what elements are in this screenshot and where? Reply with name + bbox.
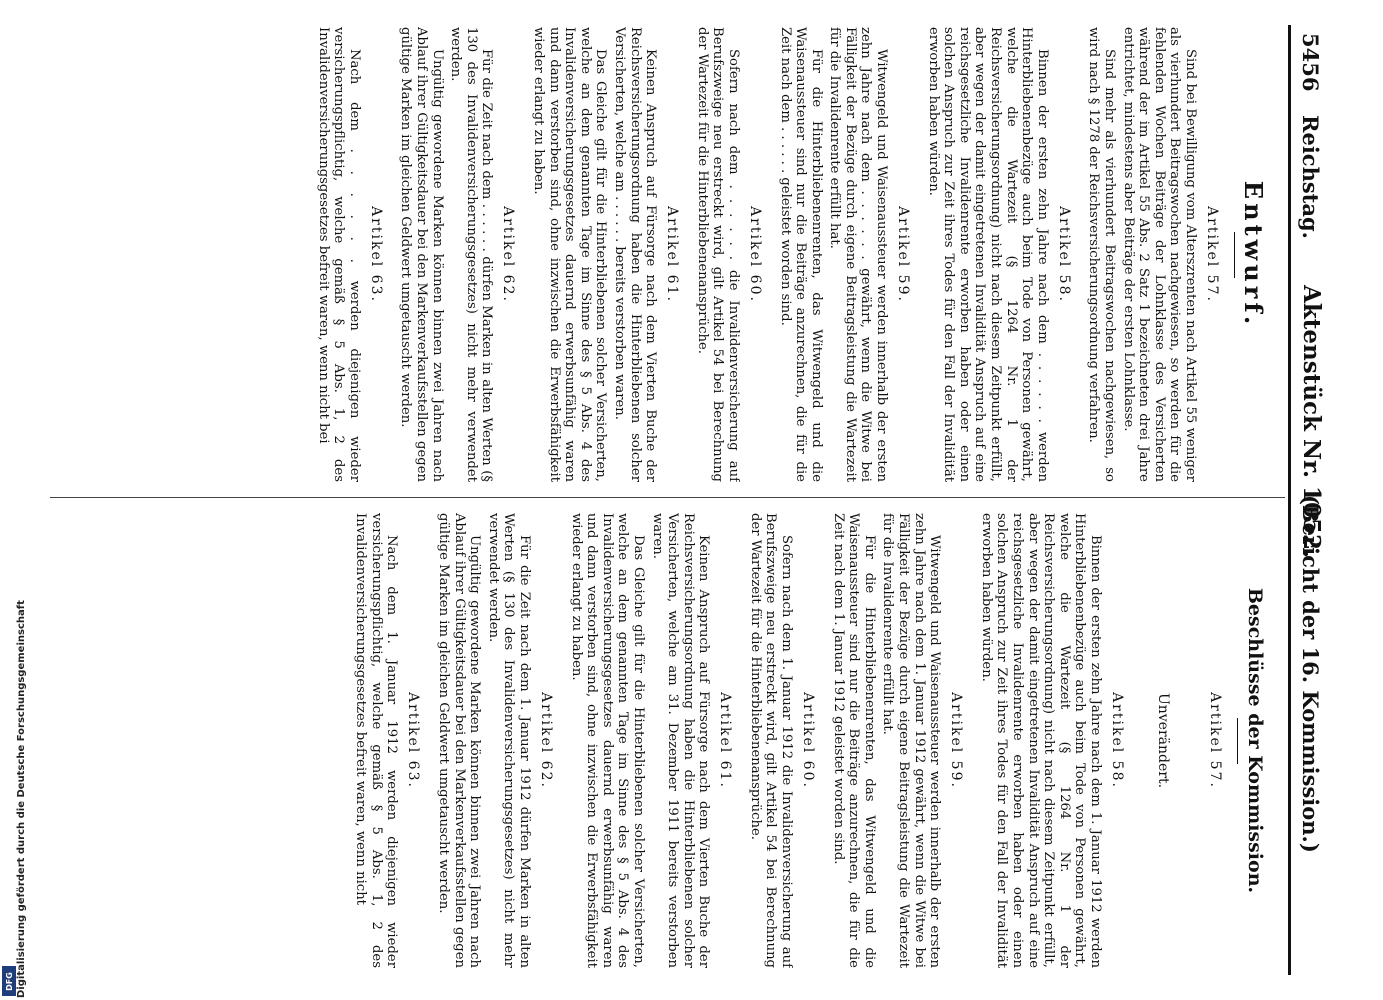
dfg-logo-text: DFG bbox=[4, 971, 14, 991]
header-parliament: Reichstag. bbox=[1298, 115, 1323, 239]
commission-sections bbox=[353, 513, 1223, 968]
article-paragraph: Das Gleiche gilt für die Hinterbliebenen solcher Versicherten, welche an dem genannten Tage im Sinne des § 5 Abs. 4 des Invalidenversicherungsgesetzes dauernd erwerbsunfähig waren und dann verstorben sind, ohne inzwischen die Erwerbsfähigkeit wieder erlangt zu haben. bbox=[531, 27, 609, 482]
article-paragraph: Nach dem . . . . . . werden diejenigen wieder versicherungspflichtig, welche gemäß § 5 Abs. 1, 2 des Invalidenversicherungsgesetzes befreit waren, wenn nicht bei bbox=[315, 27, 362, 482]
commission-column bbox=[53, 513, 1278, 968]
article-heading: Artikel 62. bbox=[500, 206, 517, 303]
article-paragraph: Keinen Anspruch auf Fürsorge nach dem Vierten Buche der Reichsversicherungsordnung haben die Hinterbliebenen solcher Versicherten, welche am . . . . . . bereits verstorben waren. bbox=[611, 27, 659, 482]
title-rule bbox=[1234, 232, 1235, 278]
article-heading: Artikel 60. bbox=[800, 692, 817, 789]
page-number: 5456 bbox=[1298, 33, 1323, 92]
title-rule bbox=[1237, 718, 1238, 764]
column-divider bbox=[50, 497, 1285, 498]
article-heading: Artikel 60. bbox=[746, 206, 763, 303]
article-heading: Artikel 59. bbox=[948, 692, 965, 789]
article-heading: Artikel 57. bbox=[1204, 206, 1220, 303]
article-paragraph: Sind bei Bewilligung vom Alterszrenten nach Artikel 55 weniger als vierhundert Beitragswochen nachgewiesen, so werden für die fehlenden Wochen Beiträge der Lohnklasse des Versicherten während der im Artikel 55 Abs. 2 Satz 1 bezeichneten drei Jahre entrichtet, mindestens aber Beiträge der ersten Lohnklasse. bbox=[1120, 27, 1198, 482]
dfg-logo bbox=[2, 966, 16, 996]
article-heading: Artikel 63. bbox=[405, 692, 422, 789]
article-paragraph: Ungültig gewordene Marken können binnen zwei Jahren nach Ablauf ihrer Gültigkeitsdauer bei den Markenverkaufsstellen gegen gültige Marken im gleichen Geldwert umgetauscht werden. bbox=[436, 513, 483, 968]
article-heading: Artikel 63. bbox=[367, 206, 384, 303]
article-paragraph: Sofern nach dem 1. Januar 1912 die Invalidenversicherung auf Berufszweige neu erstreckt wird, gilt Artikel 54 bei Berechnung der Wartezeit für die Hinterbliebenenansprüche. bbox=[747, 513, 795, 968]
article-paragraph: Sofern nach dem . . . . . . die Invalidenversicherung auf Berufszweige neu erstreckt wird, gilt Artikel 54 bei Berechnung der Wartezeit für die Hinterbliebenenansprüche. bbox=[694, 27, 741, 482]
article-paragraph: Nach dem 1. Januar 1912 werden diejenigen wieder versicherungspflichtig, welche gemäß § 5 Abs. 1, 2 des Invalidenversicherungsgesetzes befreit waren, wenn nicht bbox=[353, 513, 400, 968]
draft-column bbox=[53, 27, 1278, 482]
scanned-page bbox=[43, 25, 1333, 975]
article-paragraph: Witwengeld und Waisenaussteuer werden innerhalb der ersten zehn Jahre nach dem . . . . . . gewährt, wenn die Witwe bei Fälligkeit der Bezüge durch eigene Beitragsleistung die Wartezeit für die Invalidenrente erfüllt hat. bbox=[827, 27, 890, 482]
article-paragraph: Für die Hinterbliebenenrenten, das Witwengeld und die Waisenaussteuer sind nur die Beiträge anzurechnen, die für die Zeit nach dem 1. Januar 1912 geleistet worden sind. bbox=[830, 513, 877, 968]
commission-title: Beschlüsse der Kommission. bbox=[1244, 587, 1266, 894]
article-paragraph: Das Gleiche gilt für die Hinterbliebenen solcher Versicherten, welche an dem genannten Tage im Sinne des § 5 Abs. 4 des Invalidenversicherungsgesetzes dauernd erwerbsunfähig waren und dann verstorben sind, ohne inzwischen die Erwerbsfähigkeit wieder erlangt zu haben. bbox=[568, 513, 646, 968]
article-paragraph: Für die Zeit nach dem 1. Januar 1912 dürfen Marken in alten Werten (§ 130 des Invalidenversicherungsgesetzes) nicht mehr verwendet werden. bbox=[485, 513, 532, 968]
header-report: (Bericht der 16. Kommission.) bbox=[1298, 495, 1323, 853]
article-paragraph: Für die Zeit nach dem . . . . . . dürfen Marken in alten Werten (§ 130 des Invalidenversicherungsgesetzes) nicht mehr verwendet werden. bbox=[448, 27, 495, 482]
article-heading: Artikel 62. bbox=[537, 692, 554, 789]
header-annex: Aktenstück Nr. 1052. bbox=[1298, 285, 1325, 559]
article-paragraph: Für die Hinterbliebenenrenten, das Witwengeld und die Waisenaussteuer sind nur die Beiträge anzurechnen, die für die Zeit nach dem . . . . . . geleistet worden sind. bbox=[777, 27, 824, 482]
article-paragraph: Binnen der ersten zehn Jahre nach dem . . . . . . werden Hinterbliebenenbezüge auch beim Tode von Personen gewährt, welche die Wartezeit (§ 1264 Nr. 1 der Reichsversicherungsordnung) nicht nach diesem Zeitpunkt erfüllt, aber wegen der damit eingetretenen Invalidität Anspruch auf eine reichsgesetzliche Invalidenrente erworben haben oder einen solchen Anspruch zur Zeit ihres Todes für den Fall der Invalidität erworben haben würden. bbox=[925, 27, 1050, 482]
page-header bbox=[1288, 25, 1333, 975]
article-heading: Artikel 58. bbox=[1055, 206, 1072, 303]
article-paragraph: Binnen der ersten zehn Jahre nach dem 1. Januar 1912 werden Hinterbliebenenbezüge auch beim Tode von Personen gewährt, welche die Wartezeit (§ 1264 Nr. 1 der Reichsversicherungsordnung) nicht nach diesem Zeitpunkt erfüllt, aber wegen der damit eingetretenen Invalidität Anspruch auf eine reichsgesetzliche Invalidenrente erworben haben oder einen solchen Anspruch zur Zeit ihres Todes für den Fall der Invalidität erworben haben würden. bbox=[978, 513, 1103, 968]
article-heading: Artikel 61. bbox=[664, 206, 681, 303]
draft-sections bbox=[315, 27, 1220, 482]
article-paragraph: Keinen Anspruch auf Fürsorge nach dem Vierten Buche der Reichsversicherungsordnung haben die Hinterbliebenen solcher Versicherten, welche am 31. Dezember 1911 bereits verstorben waren. bbox=[649, 513, 712, 968]
article-heading: Artikel 61. bbox=[717, 692, 734, 789]
article-heading: Artikel 59. bbox=[895, 206, 912, 303]
article-heading: Artikel 58. bbox=[1109, 692, 1125, 789]
article-paragraph: Witwengeld und Waisenaussteuer werden innerhalb der ersten zehn Jahre nach dem 1. Januar 1912 gewährt, wenn die Witwe bei Fälligkeit der Bezüge durch eigene Beitragsleistung die Wartezeit für die Invalidenrente erfüllt hat. bbox=[880, 513, 943, 968]
article-paragraph: Ungültig gewordene Marken können binnen zwei Jahren nach Ablauf ihrer Gültigkeitsdauer bei den Markenverkaufsstellen gegen gültige Marken im gleichen Geldwert umgetauscht werden. bbox=[398, 27, 445, 482]
article-heading: Artikel 57. bbox=[1207, 692, 1223, 789]
draft-title: Entwurf. bbox=[1239, 180, 1268, 329]
unchanged-note: Unverändert. bbox=[1155, 692, 1171, 789]
article-paragraph: Sind mehr als vierhundert Beitragswochen nachgewiesen, so wird nach § 1278 der Reichsversicherungsordnung verfahren. bbox=[1086, 27, 1118, 482]
digitization-credit: Digitalisierung gefördert durch die Deutsche Forschungsgemeinschaft bbox=[16, 600, 27, 998]
